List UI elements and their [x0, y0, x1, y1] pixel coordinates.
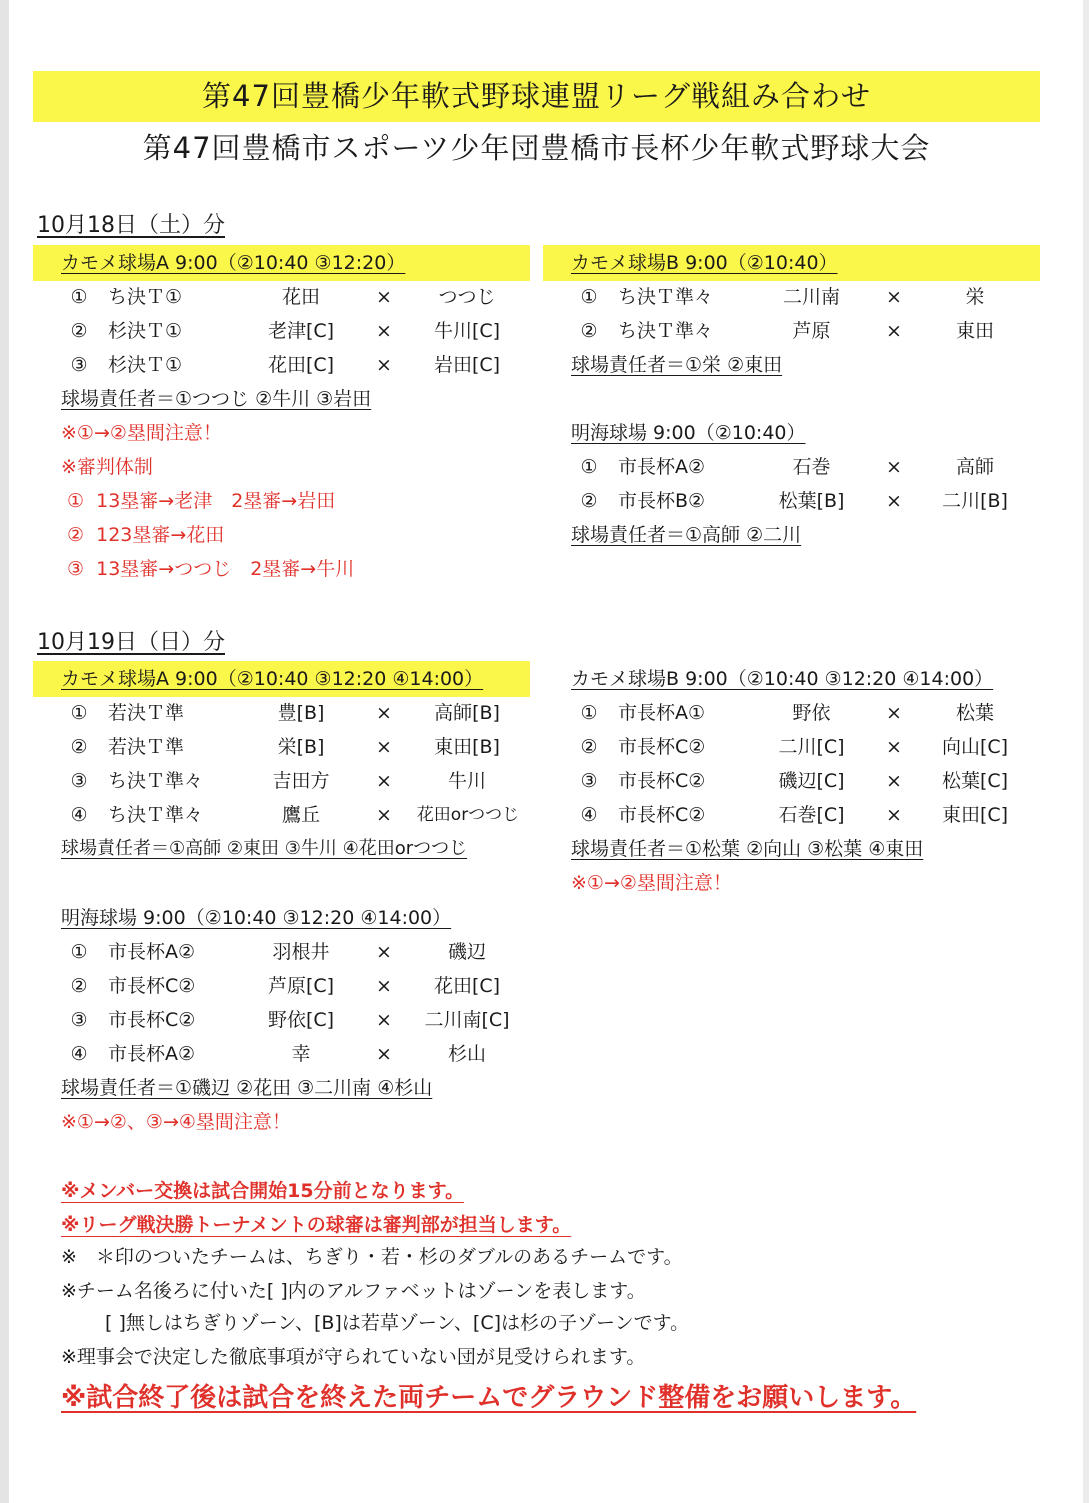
home-team: 石巻 — [792, 456, 831, 478]
main-title: 第47回豊橋少年軟式野球連盟リーグ戦組み合わせ — [202, 79, 871, 113]
page-left-edge — [0, 0, 9, 1503]
match-row — [574, 764, 1034, 798]
away-team: 東田[B] — [434, 736, 500, 758]
match-number: ② — [70, 975, 88, 997]
away-team: 杉山 — [447, 1043, 486, 1065]
home-team: 羽根井 — [272, 941, 330, 963]
away-team: 向山[C] — [941, 736, 1009, 758]
away-team: 二川南[C] — [424, 1009, 510, 1031]
away-team: 松葉[C] — [941, 770, 1009, 792]
match-league: 若決Ｔ準 — [108, 736, 185, 758]
away-team: 栄 — [965, 286, 985, 308]
match-row — [574, 696, 1034, 730]
vs-mark: × — [376, 320, 392, 342]
match-number: ③ — [580, 770, 598, 792]
match-row — [64, 935, 534, 969]
home-team: 二川南 — [782, 286, 840, 308]
day2-kamome-b-responsible: 球場責任者＝①松葉 ②向山 ③松葉 ④東田 — [571, 838, 924, 860]
match-row — [64, 280, 534, 314]
away-team: 二川[B] — [942, 490, 1008, 512]
footer-umpire-note: ※リーグ戦決勝トーナメントの球審は審判部が担当します。 — [61, 1214, 572, 1236]
vs-mark: × — [376, 1009, 392, 1031]
home-team: 石巻[C] — [778, 804, 845, 826]
home-team: 二川[C] — [778, 736, 845, 758]
day1-date: 10月18日（土）分 — [37, 213, 225, 238]
vs-mark: × — [886, 490, 902, 512]
match-number: ② — [70, 736, 88, 758]
home-team: 磯辺[C] — [778, 770, 845, 792]
away-team: 牛川 — [447, 770, 486, 792]
vs-mark: × — [376, 770, 392, 792]
match-league: 若決Ｔ準 — [108, 702, 185, 724]
match-league: 市長杯C② — [108, 975, 196, 997]
day2-kamome-a-header: カモメ球場A 9:00（②10:40 ③12:20 ④14:00） — [33, 661, 530, 697]
match-league: 杉決Ｔ① — [108, 354, 183, 376]
vs-mark: × — [886, 702, 902, 724]
page-right-edge — [1083, 0, 1089, 1503]
match-row — [574, 450, 1034, 484]
home-team: 野依 — [792, 702, 831, 724]
match-number: ④ — [70, 1043, 88, 1065]
match-number: ④ — [70, 804, 88, 826]
vs-mark: × — [376, 736, 392, 758]
day2-meikai-note: ※①→②、③→④塁間注意！ — [61, 1111, 291, 1133]
day2-kamome-b-header: カモメ球場B 9:00（②10:40 ③12:20 ④14:00） — [571, 668, 994, 690]
footer-note: ※理事会で決定した徹底事項が守られていない団が見受けられます。 — [61, 1346, 646, 1368]
vs-mark: × — [886, 736, 902, 758]
match-number: ① — [70, 941, 88, 963]
home-team: 芦原 — [792, 320, 831, 342]
away-team: 高師[B] — [434, 702, 500, 724]
match-league: 市長杯A① — [618, 702, 706, 724]
match-row — [64, 1037, 534, 1071]
match-row — [574, 314, 1034, 348]
home-team: 花田 — [281, 286, 320, 308]
day1-meikai-header: 明海球場 9:00（②10:40） — [571, 422, 806, 444]
match-number: ③ — [70, 770, 88, 792]
away-team: 松葉 — [955, 702, 994, 724]
match-number: ③ — [70, 1009, 88, 1031]
away-team: 花田orつつじ — [416, 805, 520, 825]
match-league: ち決Ｔ準々 — [618, 286, 714, 308]
home-team: 栄[B] — [277, 736, 325, 758]
match-league: 市長杯A② — [108, 1043, 196, 1065]
vs-mark: × — [376, 354, 392, 376]
day1-umpire-line: ③ 13塁審→つつじ 2塁審→牛川 — [67, 558, 355, 580]
vs-mark: × — [376, 1043, 392, 1065]
home-team: 老津[C] — [267, 320, 335, 342]
home-team: 吉田方 — [272, 770, 330, 792]
day2-meikai-responsible: 球場責任者＝①磯辺 ②花田 ③二川南 ④杉山 — [61, 1077, 433, 1099]
match-row — [574, 798, 1034, 832]
match-number: ① — [580, 456, 598, 478]
match-row — [64, 348, 534, 382]
day1-umpire-header: ※審判体制 — [61, 456, 153, 478]
day2-kamome-b-note: ※①→②塁間注意！ — [571, 872, 732, 894]
match-league: 市長杯C② — [618, 770, 706, 792]
footer-note: ※ ＊印のついたチームは、ちぎり・若・杉のダブルのあるチームです。 — [61, 1246, 683, 1268]
match-row — [64, 314, 534, 348]
home-team: 豊[B] — [277, 702, 325, 724]
vs-mark: × — [376, 804, 392, 826]
vs-mark: × — [886, 456, 902, 478]
match-number: ② — [580, 320, 598, 342]
match-league: 市長杯A② — [618, 456, 706, 478]
away-team: 磯辺 — [447, 941, 486, 963]
sub-title: 第47回豊橋市スポーツ少年団豊橋市長杯少年軟式野球大会 — [142, 131, 931, 165]
day1-umpire-line: ② 123塁審→花田 — [67, 524, 225, 546]
match-league: ち決Ｔ準々 — [108, 770, 204, 792]
match-row — [574, 730, 1034, 764]
match-number: ① — [70, 702, 88, 724]
vs-mark: × — [376, 286, 392, 308]
match-league: 市長杯A② — [108, 941, 196, 963]
footer-member-exchange: ※メンバー交換は試合開始15分前となります。 — [61, 1180, 465, 1202]
away-team: 東田[C] — [941, 804, 1009, 826]
match-league: 市長杯B② — [618, 490, 706, 512]
day2-kamome-a-responsible: 球場責任者＝①高師 ②東田 ③牛川 ④花田orつつじ — [61, 838, 468, 859]
match-number: ② — [580, 736, 598, 758]
match-number: ② — [70, 320, 88, 342]
footer-note: ※チーム名後ろに付いた[ ]内のアルファベットはゾーンを表します。 — [61, 1280, 646, 1302]
match-row — [64, 1003, 534, 1037]
day1-kamome-a-responsible: 球場責任者＝①つつじ ②牛川 ③岩田 — [61, 388, 372, 410]
away-team: 牛川[C] — [433, 320, 501, 342]
home-team: 幸 — [291, 1043, 311, 1065]
match-league: 市長杯C② — [108, 1009, 196, 1031]
home-team: 鷹丘 — [281, 804, 320, 826]
match-row — [64, 730, 534, 764]
day1-kamome-b-responsible: 球場責任者＝①栄 ②東田 — [571, 354, 783, 376]
home-team: 野依[C] — [267, 1009, 335, 1031]
vs-mark: × — [886, 804, 902, 826]
day2-meikai-header: 明海球場 9:00（②10:40 ③12:20 ④14:00） — [61, 907, 452, 929]
away-team: 東田 — [955, 320, 994, 342]
match-number: ① — [70, 286, 88, 308]
match-league: ち決Ｔ準々 — [108, 804, 204, 826]
match-row — [64, 696, 534, 730]
match-league: 市長杯C② — [618, 736, 706, 758]
away-team: 高師 — [955, 456, 994, 478]
day1-kamome-a-note: ※①→②塁間注意！ — [61, 422, 222, 444]
vs-mark: × — [376, 975, 392, 997]
match-league: ち決Ｔ① — [108, 286, 183, 308]
match-league: 杉決Ｔ① — [108, 320, 183, 342]
away-team: 花田[C] — [433, 975, 501, 997]
match-league: 市長杯C② — [618, 804, 706, 826]
home-team: 松葉[B] — [778, 490, 845, 512]
footer-note: [ ]無しはちぎりゾーン、[B]は若草ゾーン、[C]は杉の子ゾーンです。 — [105, 1312, 690, 1334]
day2-date: 10月19日（日）分 — [37, 630, 225, 655]
away-team: つつじ — [438, 286, 496, 308]
vs-mark: × — [886, 320, 902, 342]
match-league: ち決Ｔ準々 — [618, 320, 714, 342]
match-number: ① — [580, 702, 598, 724]
home-team: 花田[C] — [267, 354, 335, 376]
vs-mark: × — [886, 286, 902, 308]
match-row — [574, 484, 1034, 518]
day1-kamome-a-header: カモメ球場A 9:00（②10:40 ③12:20） — [33, 245, 530, 281]
day1-kamome-b-header: カモメ球場B 9:00（②10:40） — [543, 245, 1040, 281]
match-row — [64, 764, 534, 798]
match-number: ① — [580, 286, 598, 308]
vs-mark: × — [376, 702, 392, 724]
match-number: ② — [580, 490, 598, 512]
match-row — [64, 798, 534, 832]
footer-ground-maintenance: ※試合終了後は試合を終えた両チームでグラウンド整備をお願いします。 — [61, 1383, 917, 1413]
day1-umpire-line: ① 13塁審→老津 2塁審→岩田 — [67, 490, 336, 512]
match-number: ④ — [580, 804, 598, 826]
match-number: ③ — [70, 354, 88, 376]
vs-mark: × — [376, 941, 392, 963]
home-team: 芦原[C] — [267, 975, 335, 997]
match-row — [574, 280, 1034, 314]
vs-mark: × — [886, 770, 902, 792]
match-row — [64, 969, 534, 1003]
away-team: 岩田[C] — [433, 354, 501, 376]
day1-meikai-responsible: 球場責任者＝①高師 ②二川 — [571, 524, 802, 546]
